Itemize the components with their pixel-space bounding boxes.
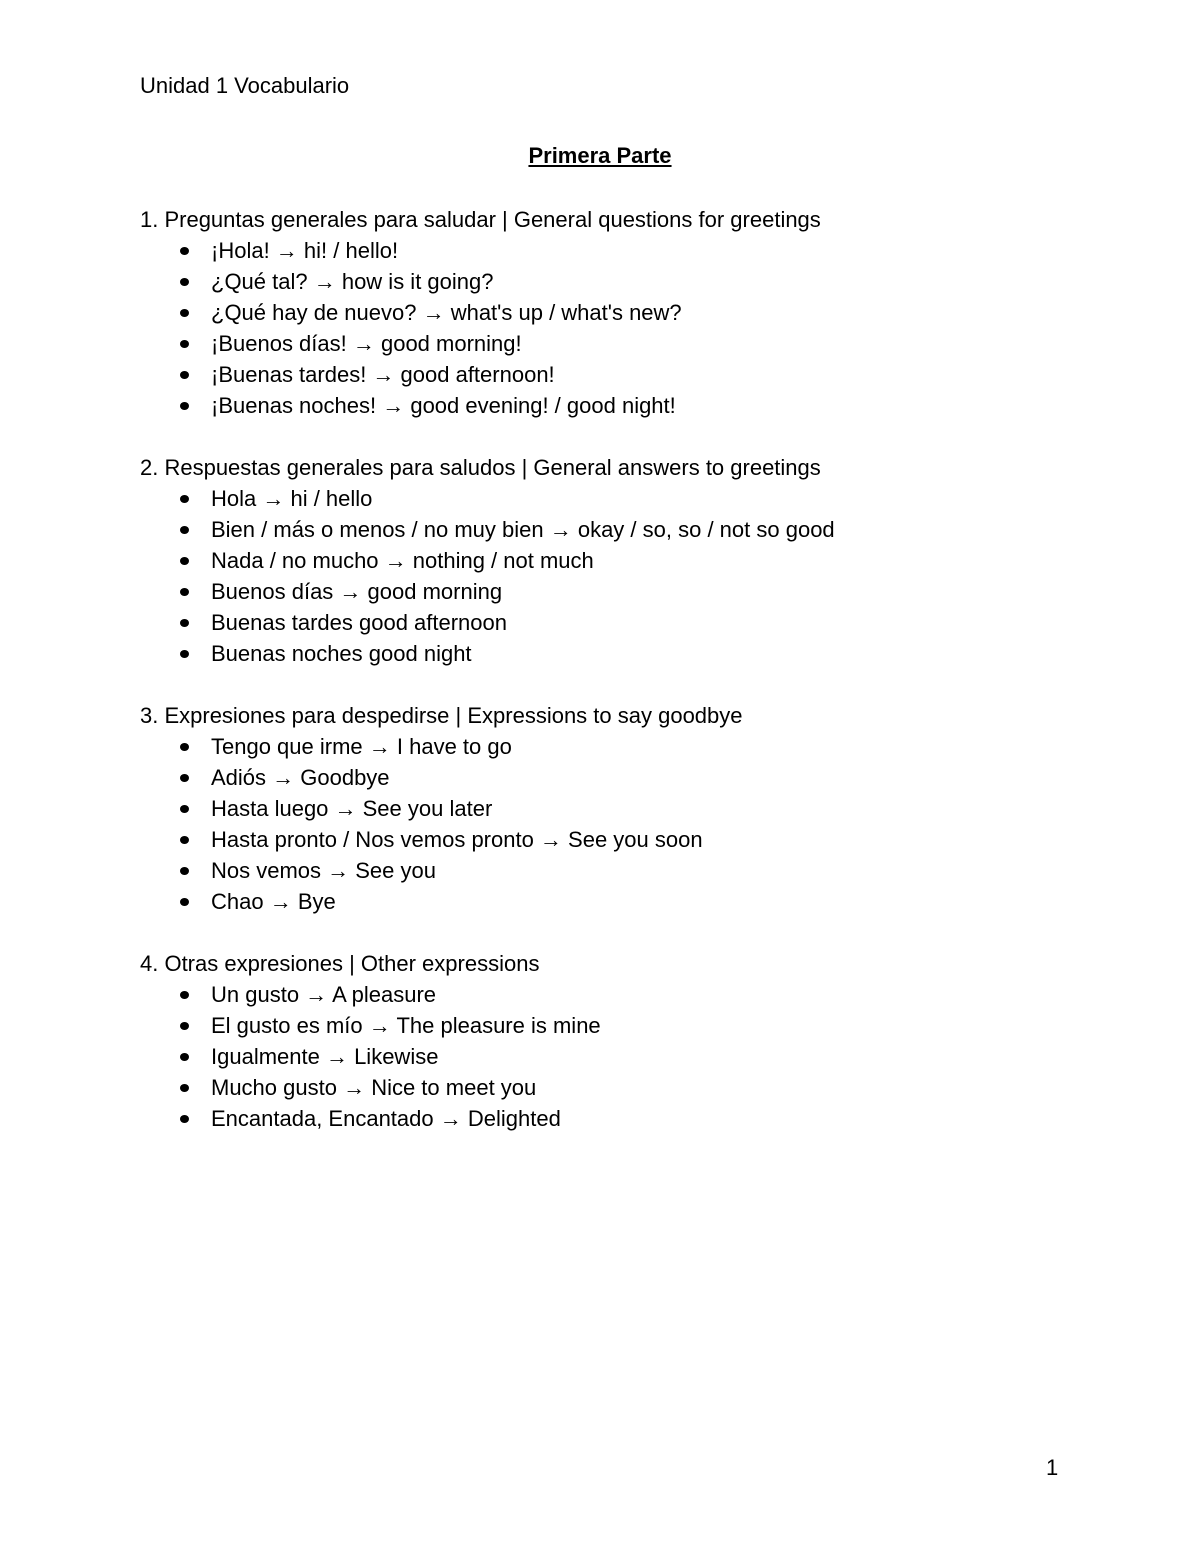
vocabulary-section — [140, 948, 1100, 1134]
vocabulary-section — [140, 452, 1100, 669]
list-item-text: ¿Qué tal? → how is it going? — [211, 269, 494, 294]
list-item — [140, 731, 1100, 762]
list-item — [140, 328, 1100, 359]
list-item — [140, 979, 1100, 1010]
list-item — [140, 1041, 1100, 1072]
list-item — [140, 514, 1100, 545]
list-item-text: Tengo que irme → I have to go — [211, 734, 512, 759]
bullet-icon — [180, 774, 189, 782]
list-item-text: Chao → Bye — [211, 889, 336, 914]
bullet-icon — [180, 743, 189, 751]
vocabulary-list — [140, 483, 1100, 669]
list-item — [140, 1010, 1100, 1041]
list-item — [140, 235, 1100, 266]
bullet-icon — [180, 619, 189, 627]
list-item-text: Encantada, Encantado → Delighted — [211, 1106, 561, 1131]
bullet-icon — [180, 650, 189, 658]
vocabulary-list — [140, 979, 1100, 1134]
bullet-icon — [180, 371, 189, 379]
list-item-text: ¿Qué hay de nuevo? → what's up / what's new? — [211, 300, 682, 325]
bullet-icon — [180, 805, 189, 813]
list-item — [140, 824, 1100, 855]
list-item — [140, 793, 1100, 824]
bullet-icon — [180, 495, 189, 503]
list-item-text: Hasta pronto / Nos vemos pronto → See you soon — [211, 827, 703, 852]
vocabulary-section — [140, 700, 1100, 917]
list-item-text: Buenos días → good morning — [211, 579, 503, 604]
list-item-text: Adiós → Goodbye — [211, 765, 390, 790]
section-heading: 1. Preguntas generales para saludar | General questions for greetings — [140, 207, 821, 232]
bullet-icon — [180, 247, 189, 255]
bullet-icon — [180, 991, 189, 999]
list-item-text: Un gusto → A pleasure — [211, 982, 437, 1007]
list-item-text: El gusto es mío → The pleasure is mine — [211, 1013, 601, 1038]
bullet-icon — [180, 1022, 189, 1030]
list-item — [140, 545, 1100, 576]
list-item — [140, 638, 1100, 669]
bullet-icon — [180, 1115, 189, 1123]
bullet-icon — [180, 526, 189, 534]
list-item-text: Mucho gusto → Nice to meet you — [211, 1075, 537, 1100]
bullet-icon — [180, 898, 189, 906]
list-item — [140, 266, 1100, 297]
bullet-icon — [180, 309, 189, 317]
list-item — [140, 359, 1100, 390]
bullet-icon — [180, 836, 189, 844]
bullet-icon — [180, 402, 189, 410]
vocabulary-section — [140, 204, 1100, 421]
page-number: 1 — [1046, 1455, 1059, 1480]
list-item-text: ¡Hola! → hi! / hello! — [211, 238, 399, 263]
list-item-text: Igualmente → Likewise — [211, 1044, 439, 1069]
list-item-text: Hola → hi / hello — [211, 486, 373, 511]
page-title: Primera Parte — [528, 143, 672, 168]
list-item-text: Buenas tardes good afternoon — [211, 610, 508, 635]
list-item-text: Buenas noches good night — [211, 641, 472, 666]
list-item — [140, 855, 1100, 886]
list-item — [140, 1103, 1100, 1134]
vocabulary-list — [140, 731, 1100, 917]
document-header: Unidad 1 Vocabulario — [140, 73, 350, 98]
bullet-icon — [180, 1084, 189, 1092]
list-item — [140, 886, 1100, 917]
bullet-icon — [180, 557, 189, 565]
bullet-icon — [180, 1053, 189, 1061]
list-item-text: Hasta luego → See you later — [211, 796, 493, 821]
list-item — [140, 1072, 1100, 1103]
list-item — [140, 762, 1100, 793]
vocabulary-list — [140, 235, 1100, 421]
bullet-icon — [180, 588, 189, 596]
list-item-text: ¡Buenas noches! → good evening! / good night! — [211, 393, 676, 418]
section-heading: 2. Respuestas generales para saludos | General answers to greetings — [140, 455, 821, 480]
list-item — [140, 390, 1100, 421]
bullet-icon — [180, 867, 189, 875]
section-heading: 3. Expresiones para despedirse | Expressions to say goodbye — [140, 703, 743, 728]
list-item-text: ¡Buenas tardes! → good afternoon! — [211, 362, 555, 387]
list-item-text: Nos vemos → See you — [211, 858, 436, 883]
bullet-icon — [180, 278, 189, 286]
list-item — [140, 297, 1100, 328]
section-heading: 4. Otras expresiones | Other expressions — [140, 951, 540, 976]
list-item — [140, 576, 1100, 607]
list-item — [140, 483, 1100, 514]
list-item-text: Nada / no mucho → nothing / not much — [211, 548, 594, 573]
vocabulary-sections — [140, 204, 1100, 1165]
list-item-text: Bien / más o menos / no muy bien → okay / so, so / not so good — [211, 517, 835, 542]
list-item-text: ¡Buenos días! → good morning! — [211, 331, 522, 356]
bullet-icon — [180, 340, 189, 348]
list-item — [140, 607, 1100, 638]
